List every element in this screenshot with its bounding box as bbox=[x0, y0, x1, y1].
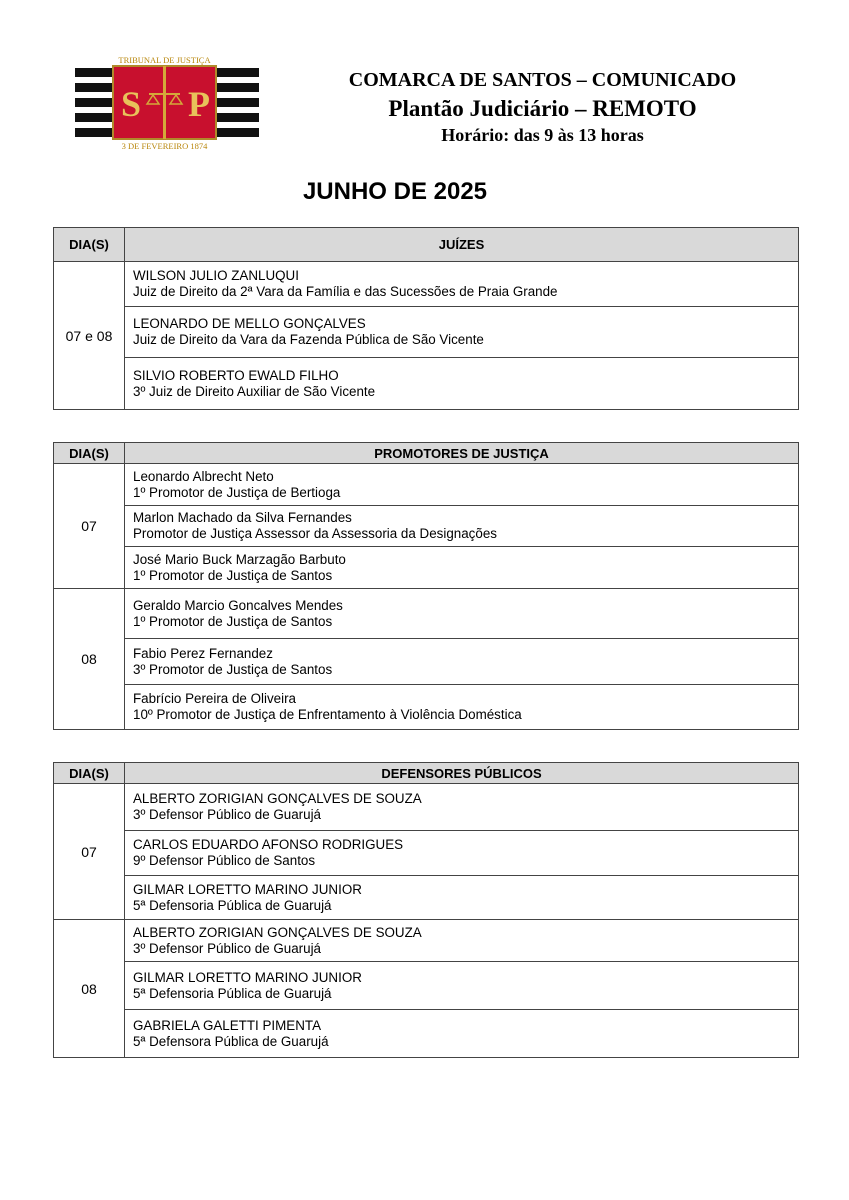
table-row bbox=[125, 464, 799, 506]
col-header-defenders: DEFENSORES PÚBLICOS bbox=[125, 763, 799, 784]
entry-role: 1º Promotor de Justiça de Santos bbox=[133, 613, 333, 629]
logo-top-text: TRIBUNAL DE JUSTIÇA bbox=[118, 55, 211, 65]
entry-name: SILVIO ROBERTO EWALD FILHO bbox=[133, 367, 339, 383]
entry-role: 3º Defensor Público de Guarujá bbox=[133, 807, 322, 822]
entry-name: GILMAR LORETTO MARINO JUNIOR bbox=[133, 881, 362, 897]
entry-role: 9º Defensor Público de Santos bbox=[133, 853, 316, 868]
logo-letter-p: P bbox=[188, 84, 210, 124]
entry-role: Juiz de Direito da 2ª Vara da Família e das Sucessões de Praia Grande bbox=[133, 284, 558, 299]
entry-name: Marlon Machado da Silva Fernandes bbox=[133, 510, 352, 525]
day-cell: 07 bbox=[54, 784, 125, 920]
entry-role: 1º Promotor de Justiça de Bertioga bbox=[133, 484, 341, 500]
header-line-2: Plantão Judiciário – REMOTO bbox=[388, 96, 697, 121]
table-row bbox=[125, 506, 799, 547]
logo-letter-s: S bbox=[120, 84, 142, 124]
col-header-prosecutors: PROMOTORES DE JUSTIÇA bbox=[125, 443, 799, 464]
entry-name: WILSON JULIO ZANLUQUI bbox=[133, 268, 299, 283]
day-cell: 07 bbox=[54, 464, 125, 589]
table-row bbox=[125, 920, 799, 962]
logo-bottom-text: 3 DE FEVEREIRO 1874 bbox=[121, 141, 208, 151]
col-header-judges: JUÍZES bbox=[125, 228, 799, 262]
entry-name: ALBERTO ZORIGIAN GONÇALVES DE SOUZA bbox=[133, 924, 422, 940]
entry-name: ALBERTO ZORIGIAN GONÇALVES DE SOUZA bbox=[133, 791, 422, 806]
table-row bbox=[125, 831, 799, 876]
entry-role: 5ª Defensora Pública de Guarujá bbox=[133, 1033, 329, 1049]
col-header-day: DIA(S) bbox=[54, 763, 125, 784]
header-line-1: COMARCA DE SANTOS – COMUNICADO bbox=[348, 69, 737, 91]
defenders-table bbox=[53, 762, 799, 1058]
table-row bbox=[125, 547, 799, 589]
table-row bbox=[125, 639, 799, 685]
tjsp-logo bbox=[75, 54, 259, 152]
entry-name: LEONARDO DE MELLO GONÇALVES bbox=[133, 316, 366, 331]
entry-role: 5ª Defensoria Pública de Guarujá bbox=[133, 897, 332, 913]
entry-name: Fabrício Pereira de Oliveira bbox=[133, 691, 296, 706]
col-header-day: DIA(S) bbox=[54, 443, 125, 464]
header-line-3: Horário: das 9 às 13 horas bbox=[441, 125, 644, 145]
table-row bbox=[125, 962, 799, 1010]
entry-name: José Mario Buck Marzagão Barbuto bbox=[133, 551, 346, 567]
table-row bbox=[125, 307, 799, 358]
entry-name: GILMAR LORETTO MARINO JUNIOR bbox=[133, 969, 362, 985]
entry-name: Fabio Perez Fernandez bbox=[133, 645, 273, 661]
table-row bbox=[125, 358, 799, 410]
entry-name: Leonardo Albrecht Neto bbox=[133, 468, 274, 484]
entry-name: CARLOS EDUARDO AFONSO RODRIGUES bbox=[133, 837, 404, 852]
day-cell: 08 bbox=[54, 920, 125, 1058]
day-cell: 07 e 08 bbox=[54, 262, 125, 410]
entry-name: GABRIELA GALETTI PIMENTA bbox=[133, 1017, 322, 1033]
table-row bbox=[125, 589, 799, 639]
table-row bbox=[125, 784, 799, 831]
entry-role: 10º Promotor de Justiça de Enfrentamento à Violência Doméstica bbox=[133, 707, 522, 722]
table-row bbox=[125, 262, 799, 307]
day-cell: 08 bbox=[54, 589, 125, 730]
entry-name: Geraldo Marcio Goncalves Mendes bbox=[133, 597, 343, 613]
entry-role: 3º Defensor Público de Guarujá bbox=[133, 940, 322, 956]
prosecutors-table bbox=[53, 442, 799, 730]
table-row bbox=[125, 1010, 799, 1058]
entry-role: Juiz de Direito da Vara da Fazenda Pública de São Vicente bbox=[133, 332, 484, 347]
entry-role: 3º Promotor de Justiça de Santos bbox=[133, 661, 333, 677]
table-row bbox=[125, 876, 799, 920]
month-title: JUNHO DE 2025 bbox=[302, 178, 488, 205]
entry-role: Promotor de Justiça Assessor da Assessoria da Designações bbox=[133, 526, 497, 541]
table-row bbox=[125, 685, 799, 730]
entry-role: 5ª Defensoria Pública de Guarujá bbox=[133, 985, 332, 1001]
col-header-day: DIA(S) bbox=[54, 228, 125, 262]
judges-table bbox=[53, 227, 799, 410]
entry-role: 1º Promotor de Justiça de Santos bbox=[133, 567, 333, 583]
entry-role: 3º Juiz de Direito Auxiliar de São Vicente bbox=[133, 383, 376, 399]
